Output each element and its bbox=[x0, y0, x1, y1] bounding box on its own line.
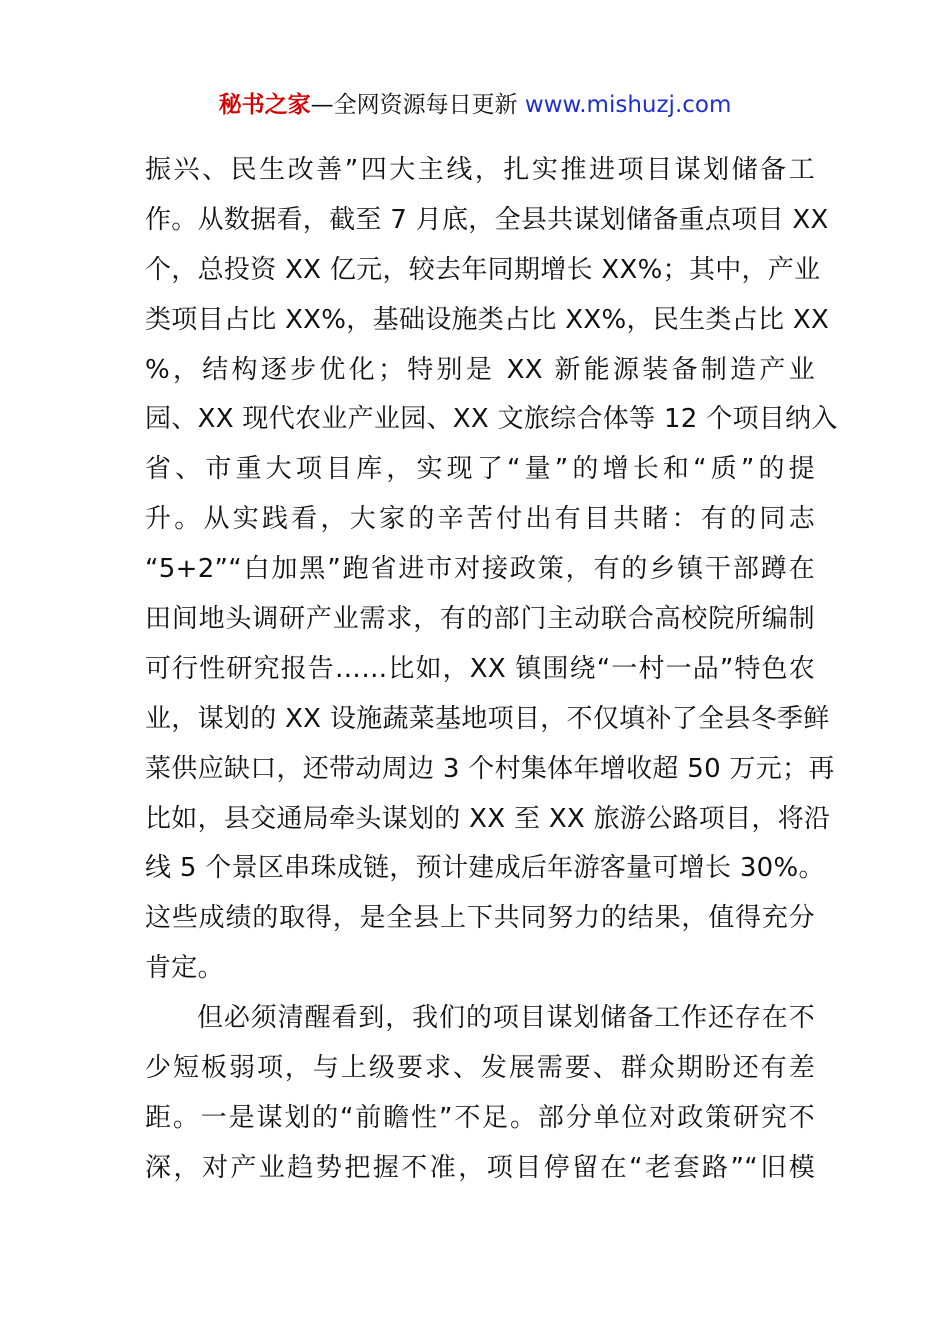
page-header bbox=[0, 88, 950, 122]
text-line: 线 5 个景区串珠成链，预计建成后年游客量可增长 30%。 bbox=[145, 853, 825, 884]
text-line: 省、市重大项目库，实现了“量”的增长和“质”的提 bbox=[145, 454, 815, 485]
text-line: 园、XX 现代农业产业园、XX 文旅综合体等 12 个项目纳入 bbox=[145, 404, 838, 435]
text-line: %，结构逐步优化；特别是 XX 新能源装备制造产业 bbox=[145, 354, 815, 385]
text-line: 作。从数据看，截至 7 月底，全县共谋划储备重点项目 XX bbox=[145, 204, 829, 235]
text-line: 振兴、民生改善”四大主线，扎实推进项目谋划储备工 bbox=[145, 155, 815, 185]
header-tagline: —全网资源每日更新 bbox=[310, 92, 518, 118]
text-line: 深，对产业趋势把握不准，项目停留在“老套路”“旧模 bbox=[145, 1152, 815, 1183]
text-line: 个，总投资 XX 亿元，较去年同期增长 XX%；其中，产业 bbox=[145, 254, 821, 285]
document-body bbox=[145, 146, 838, 1194]
text-line: 田间地头调研产业需求，有的部门主动联合高校院所编制 bbox=[145, 604, 815, 635]
text-line: “5+2”“白加黑”跑省进市对接政策，有的乡镇干部蹲在 bbox=[145, 554, 815, 585]
text-line: 类项目占比 XX%，基础设施类占比 XX%，民生类占比 XX bbox=[145, 304, 830, 335]
website-link[interactable]: www.mishuzj.com bbox=[524, 92, 732, 118]
text-line: 距。一是谋划的“前瞻性”不足。部分单位对政策研究不 bbox=[145, 1102, 815, 1133]
text-line: 肯定。 bbox=[145, 953, 224, 984]
text-line: 业，谋划的 XX 设施蔬菜基地项目，不仅填补了全县冬季鲜 bbox=[145, 703, 830, 734]
text-line: 少短板弱项，与上级要求、发展需要、群众期盼还有差 bbox=[145, 1053, 815, 1084]
text-line: 比如，县交通局牵头谋划的 XX 至 XX 旅游公路项目，将沿 bbox=[145, 803, 831, 834]
text-line: 菜供应缺口，还带动周边 3 个村集体年增收超 50 万元；再 bbox=[145, 753, 835, 784]
text-line: 可行性研究报告……比如，XX 镇围绕“一村一品”特色农 bbox=[145, 653, 815, 684]
brand-name: 秘书之家 bbox=[218, 92, 311, 118]
text-line: 但必须清醒看到，我们的项目谋划储备工作还存在不 bbox=[197, 1003, 815, 1034]
text-line: 升。从实践看，大家的辛苦付出有目共睹：有的同志 bbox=[145, 504, 815, 535]
text-line: 这些成绩的取得，是全县上下共同努力的结果，值得充分 bbox=[145, 903, 815, 934]
